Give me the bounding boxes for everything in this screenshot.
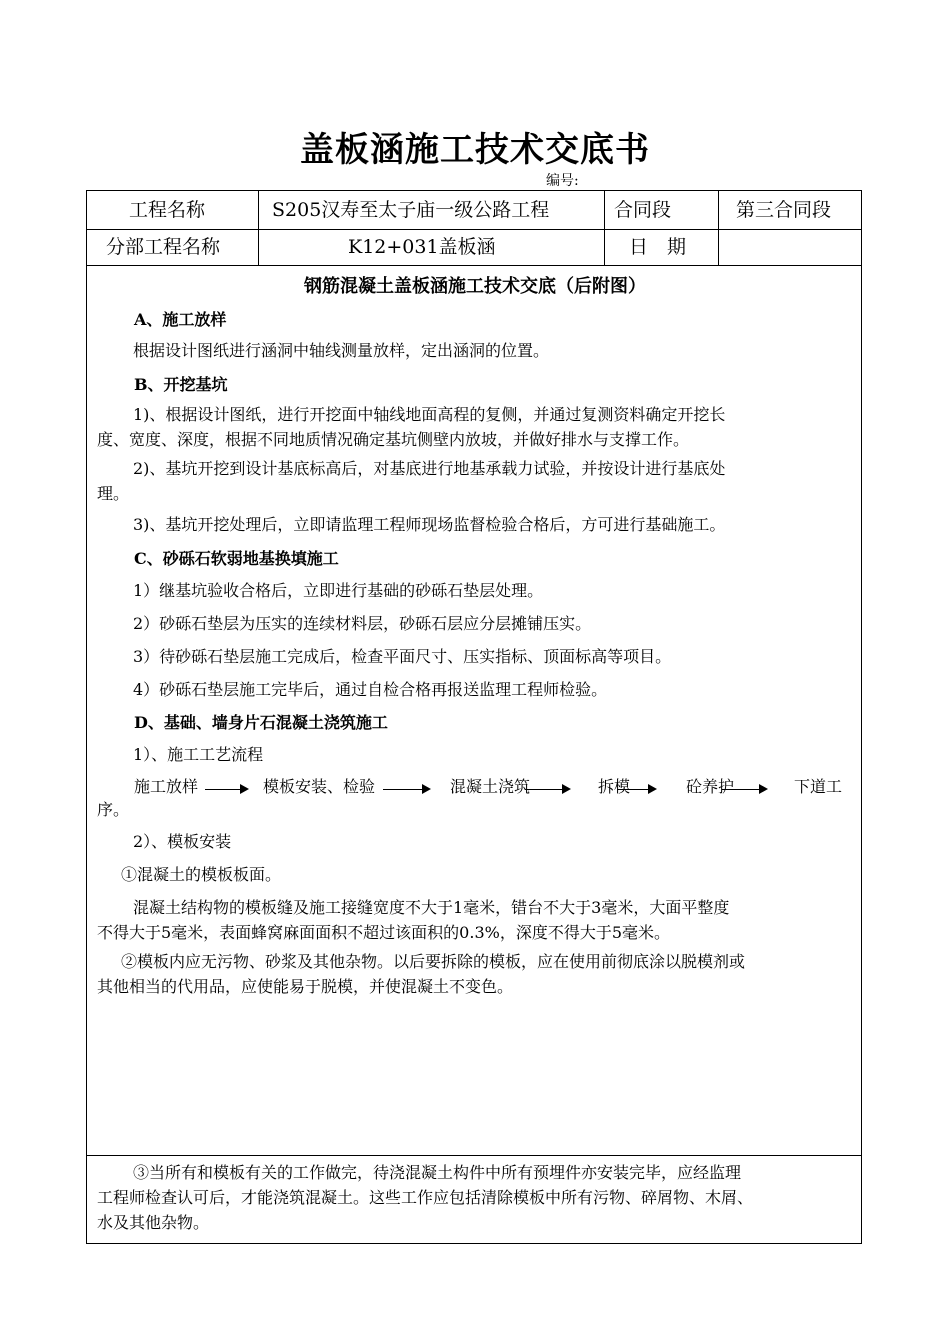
section-a-paragraph: 根据设计图纸进行涵洞中轴线测量放样，定出涵洞的位置。 — [133, 341, 550, 360]
section-b-paragraph-3: 3)、基坑开挖处理后，立即请监理工程师现场监督检验合格后，方可进行基础施工。 — [133, 515, 726, 534]
contract-label: 合同段 — [614, 199, 672, 221]
flow-step-1: 施工放样 — [134, 777, 199, 796]
section-d-paragraph-1: 1）、施工工艺流程 — [133, 745, 264, 764]
content-subtitle: 钢筋混凝土盖板涵施工技术交底（后附图） — [304, 276, 646, 297]
section-c-heading: C、砂砾石软弱地基换填施工 — [134, 549, 339, 568]
column-divider — [604, 191, 605, 265]
section-c-paragraph-2: 2）砂砾石垫层为压实的连续材料层，砂砾石层应分层摊铺压实。 — [133, 614, 592, 633]
flow-arrow-4 — [617, 789, 655, 790]
flow-step-4: 拆模 — [598, 777, 631, 796]
footer-line-2: 工程师检查认可后，才能浇筑混凝土。这些工作应包括清除模板中所有污物、碎屑物、木屑、 — [97, 1188, 754, 1207]
row-divider — [87, 265, 861, 266]
flow-step-6: 下道工 — [794, 777, 843, 796]
section-b-paragraph-1-line-1: 1)、根据设计图纸，进行开挖面中轴线地面高程的复侧，并通过复测资料确定开挖长 — [133, 405, 726, 424]
flow-step-6-tail: 序。 — [97, 800, 130, 819]
section-d-paragraph-5-line-1: ②模板内应无污物、砂浆及其他杂物。以后要拆除的模板，应在使用前彻底涂以脱模剂或 — [121, 952, 746, 971]
section-d-heading: D、基础、墙身片石混凝土浇筑施工 — [134, 713, 388, 732]
project-name-value: S205汉寿至太子庙一级公路工程 — [272, 199, 550, 221]
section-d-paragraph-4-line-1: 混凝土结构物的模板缝及施工接缝宽度不大于1毫米，错台不大于3毫米，大面平整度 — [133, 898, 730, 917]
section-c-paragraph-3: 3）待砂砾石垫层施工完成后，检查平面尺寸、压实指标、顶面标高等项目。 — [133, 647, 672, 666]
document-title: 盖板涵施工技术交底书 — [300, 130, 650, 170]
project-name-label: 工程名称 — [129, 199, 206, 221]
flow-step-3: 混凝土浇筑 — [450, 777, 531, 796]
sub-project-value: K12+031盖板涵 — [348, 236, 496, 258]
sub-project-label: 分部工程名称 — [106, 236, 221, 258]
section-b-heading: B、开挖基坑 — [134, 375, 228, 394]
flow-arrow-2 — [383, 789, 429, 790]
section-a-heading: A、施工放样 — [134, 310, 227, 329]
flow-arrow-3 — [525, 789, 569, 790]
flow-arrow-1 — [205, 789, 247, 790]
row-divider — [87, 1155, 861, 1156]
section-d-paragraph-3: ①混凝土的模板板面。 — [121, 865, 282, 884]
column-divider — [258, 191, 259, 265]
flow-step-5: 砼养护 — [686, 777, 735, 796]
contract-value: 第三合同段 — [736, 199, 832, 221]
section-c-paragraph-1: 1）继基坑验收合格后，立即进行基础的砂砾石垫层处理。 — [133, 581, 544, 600]
section-b-paragraph-2-line-2: 理。 — [97, 484, 130, 503]
section-d-paragraph-2: 2）、模板安装 — [133, 832, 232, 851]
flow-step-2: 模板安装、检验 — [263, 777, 376, 796]
section-b-paragraph-2-line-1: 2)、基坑开挖到设计基底标高后，对基底进行地基承载力试验，并按设计进行基底处 — [133, 459, 726, 478]
footer-line-3: 水及其他杂物。 — [97, 1213, 210, 1232]
section-d-paragraph-5-line-2: 其他相当的代用品，应使能易于脱模，并使混凝土不变色。 — [97, 977, 514, 996]
section-c-paragraph-4: 4）砂砾石垫层施工完毕后，通过自检合格再报送监理工程师检验。 — [133, 680, 608, 699]
date-label: 日 期 — [629, 236, 687, 258]
section-d-paragraph-4-line-2: 不得大于5毫米，表面蜂窝麻面面积不超过该面积的0.3%，深度不得大于5毫米。 — [97, 923, 671, 942]
document-code-label: 编号: — [546, 173, 579, 189]
column-divider — [718, 191, 719, 265]
section-b-paragraph-1-line-2: 度、宽度、深度，根据不同地质情况确定基坑侧壁内放坡，并做好排水与支撑工作。 — [97, 430, 690, 449]
flow-arrow-5 — [722, 789, 766, 790]
footer-line-1: ③当所有和模板有关的工作做完，待浇混凝土构件中所有预埋件亦安装完毕，应经监理 — [133, 1163, 742, 1182]
